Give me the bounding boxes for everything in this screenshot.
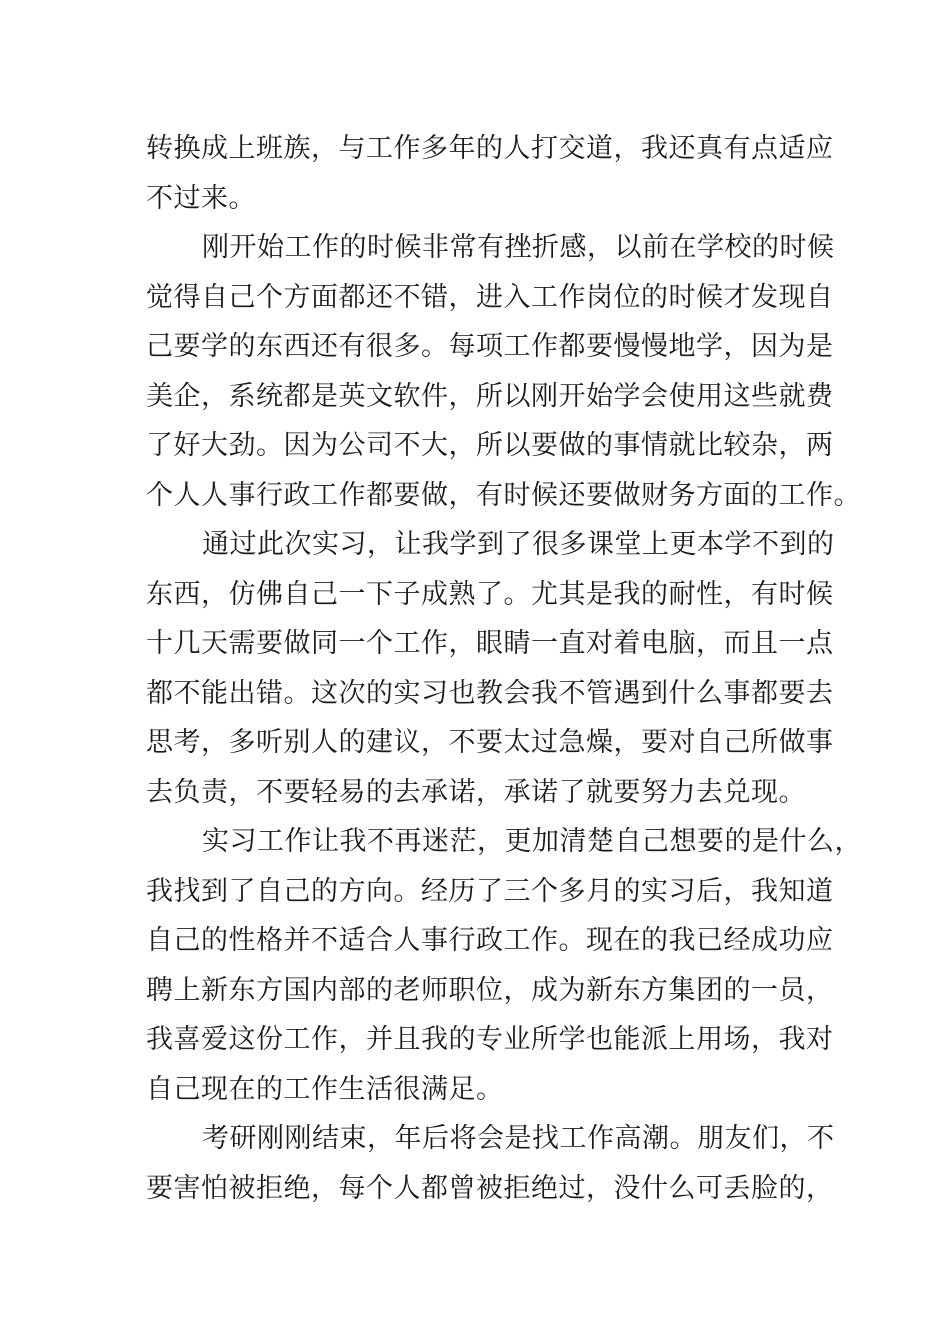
text-line: 美企，系统都是英文软件，所以刚开始学会使用这些就费 [146,380,834,412]
text-line: 去负责，不要轻易的去承诺，承诺了就要努力去兑现。 [146,776,806,808]
text-line: 自己的性格并不适合人事行政工作。现在的我已经成功应 [146,925,834,956]
text-line: 要害怕被拒绝，每个人都曾被拒绝过，没什么可丢脸的， [146,1172,834,1204]
body-text [146,124,862,1213]
paragraph-start-line: 实习工作让我不再迷茫，更加清楚自己想要的是什么， [202,826,862,857]
text-line: 己要学的东西还有很多。每项工作都要慢慢地学，因为是 [146,331,834,362]
text-line: 转换成上班族，与工作多年的人打交道，我还真有点适应 [146,133,834,164]
text-line: 我喜爱这份工作，并且我的专业所学也能派上用场，我对 [146,1024,834,1055]
text-line: 聘上新东方国内部的老师职位，成为新东方集团的一员， [146,974,834,1006]
text-line: 个人人事行政工作都要做，有时候还要做财务方面的工作。 [146,479,861,511]
text-line: 十几天需要做同一个工作，眼睛一直对着电脑，而且一点 [146,628,834,659]
text-line: 东西，仿佛自己一下子成熟了。尤其是我的耐性，有时候 [146,578,834,610]
text-line: 觉得自己个方面都还不错，进入工作岗位的时候才发现自 [146,281,834,313]
text-line: 思考，多听别人的建议，不要太过急燥，要对自己所做事 [146,727,834,758]
text-line: 自己现在的工作生活很满足。 [146,1073,504,1105]
text-line: 了好大劲。因为公司不大，所以要做的事情就比较杂，两 [146,430,834,461]
paragraph-start-line: 考研刚刚结束，年后将会是找工作高潮。朋友们，不 [202,1123,835,1154]
paragraph-start-line: 通过此次实习，让我学到了很多课堂上更本学不到的 [202,529,835,560]
paragraph-start-line: 刚开始工作的时候非常有挫折感，以前在学校的时候 [202,232,835,263]
text-line: 我找到了自己的方向。经历了三个多月的实习后，我知道 [146,875,834,907]
text-line: 不过来。 [146,182,256,214]
text-line: 都不能出错。这次的实习也教会我不管遇到什么事都要去 [146,677,834,709]
